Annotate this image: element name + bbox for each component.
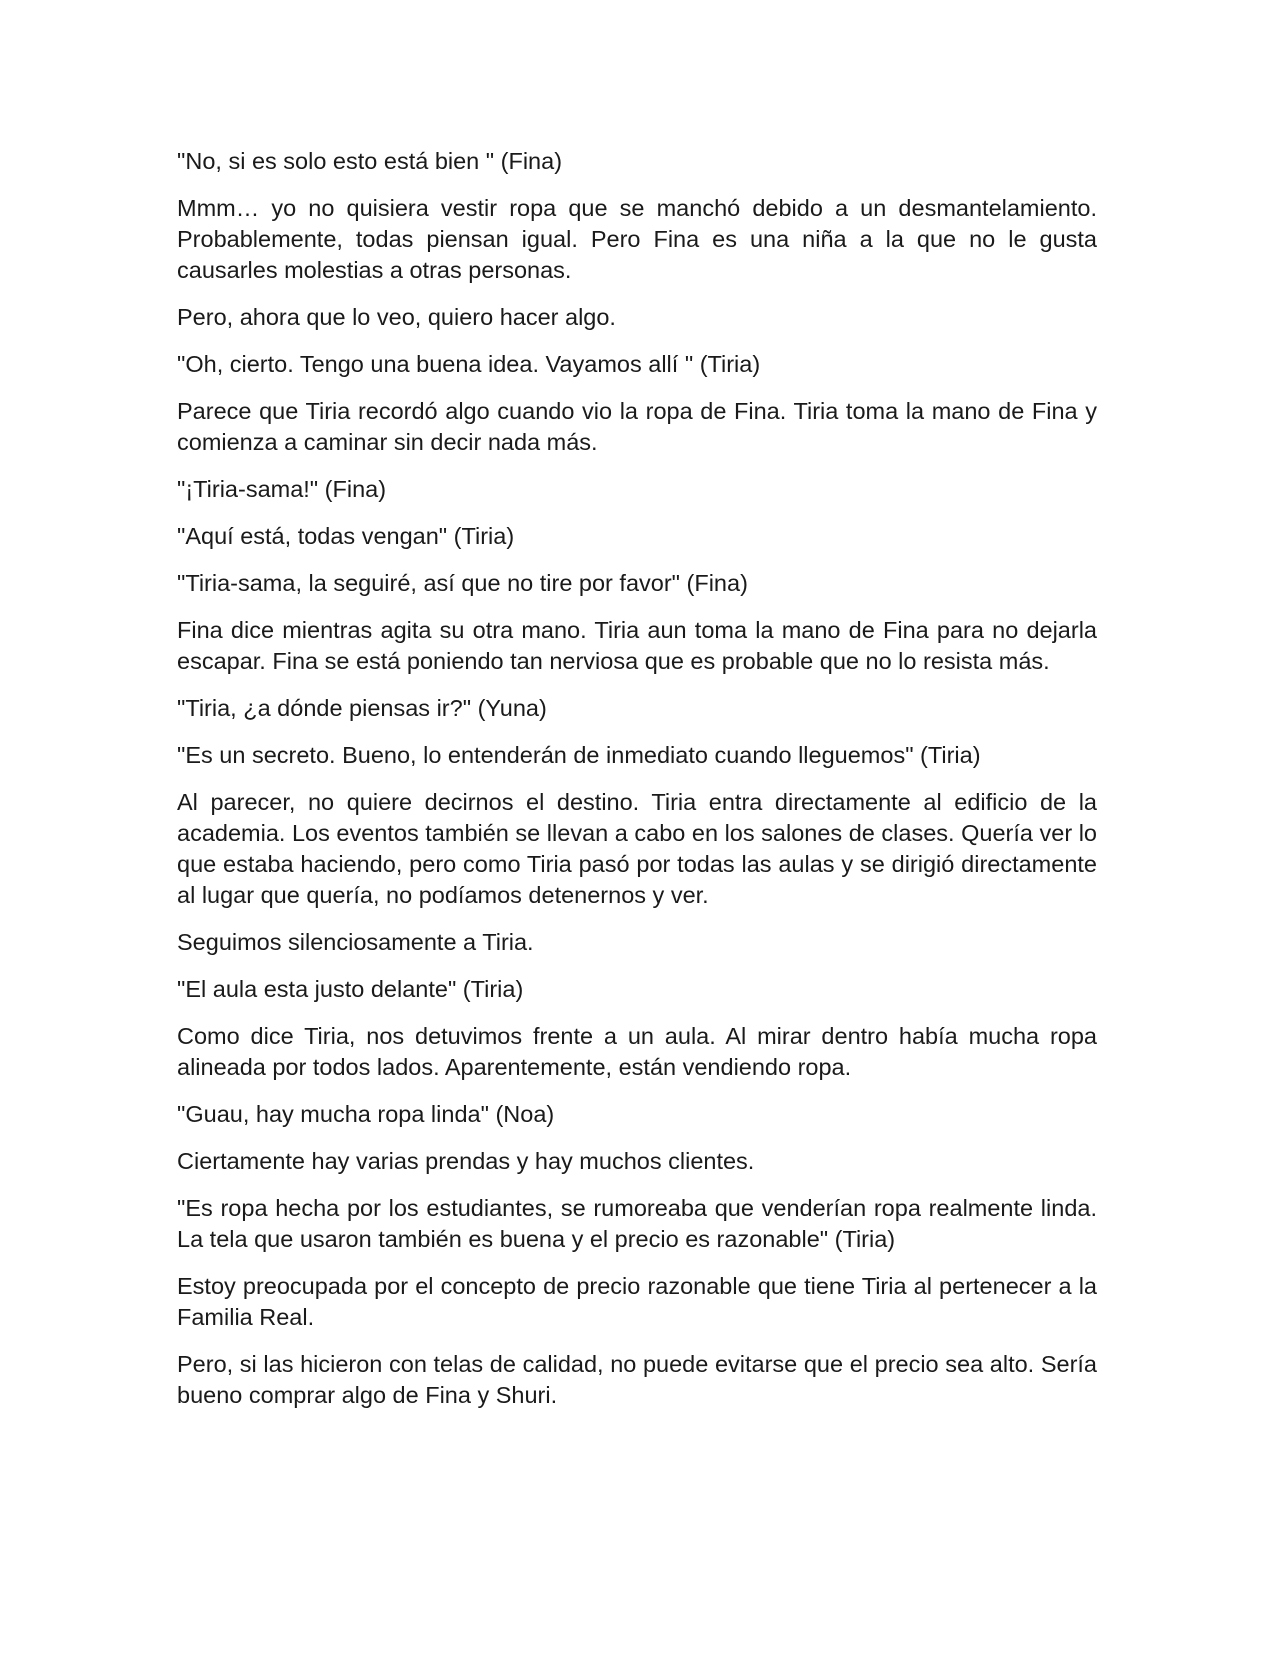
document-page	[177, 146, 1097, 1427]
paragraph: Pero, si las hicieron con telas de calidad, no puede evitarse que el precio sea alto. Sería bueno comprar algo de Fina y Shuri.	[177, 1351, 1097, 1408]
paragraph: "¡Tiria-sama!" (Fina)	[177, 476, 387, 502]
paragraph: Como dice Tiria, nos detuvimos frente a un aula. Al mirar dentro había mucha ropa alineada por todos lados. Aparentemente, están vendiendo ropa.	[177, 1023, 1097, 1080]
paragraph: "Tiria-sama, la seguiré, así que no tire por favor" (Fina)	[177, 570, 748, 596]
paragraph: "Es ropa hecha por los estudiantes, se rumoreaba que venderían ropa realmente linda. La tela que usaron también es buena y el precio es razonable" (Tiria)	[177, 1195, 1097, 1252]
paragraph: Seguimos silenciosamente a Tiria.	[177, 929, 534, 955]
paragraph: "El aula esta justo delante" (Tiria)	[177, 976, 524, 1002]
paragraph: "Guau, hay mucha ropa linda" (Noa)	[177, 1101, 555, 1127]
paragraph: Al parecer, no quiere decirnos el destino. Tiria entra directamente al edificio de la academia. Los eventos también se llevan a cabo en los salones de clases. Quería ver lo que estaba haciendo, pero como Tiria pasó por todas las aulas y se dirigió directamente al lugar que quería, no podíamos detenernos y ver.	[177, 789, 1097, 908]
paragraph: "Es un secreto. Bueno, lo entenderán de inmediato cuando lleguemos" (Tiria)	[177, 742, 981, 768]
paragraph: "Oh, cierto. Tengo una buena idea. Vayamos allí " (Tiria)	[177, 351, 761, 377]
paragraph: "Tiria, ¿a dónde piensas ir?" (Yuna)	[177, 695, 547, 721]
paragraph: Mmm… yo no quisiera vestir ropa que se manchó debido a un desmantelamiento. Probablemente, todas piensan igual. Pero Fina es una niña a la que no le gusta causarles molestias a otras personas.	[177, 195, 1097, 283]
paragraph: Pero, ahora que lo veo, quiero hacer algo.	[177, 304, 616, 330]
paragraph: "No, si es solo esto está bien " (Fina)	[177, 148, 563, 174]
paragraph: Estoy preocupada por el concepto de precio razonable que tiene Tiria al pertenecer a la Familia Real.	[177, 1273, 1097, 1330]
paragraph: "Aquí está, todas vengan" (Tiria)	[177, 523, 515, 549]
paragraph: Fina dice mientras agita su otra mano. Tiria aun toma la mano de Fina para no dejarla escapar. Fina se está poniendo tan nerviosa que es probable que no lo resista más.	[177, 617, 1097, 674]
paragraph: Ciertamente hay varias prendas y hay muchos clientes.	[177, 1148, 755, 1174]
paragraph: Parece que Tiria recordó algo cuando vio la ropa de Fina. Tiria toma la mano de Fina y comienza a caminar sin decir nada más.	[177, 398, 1097, 455]
